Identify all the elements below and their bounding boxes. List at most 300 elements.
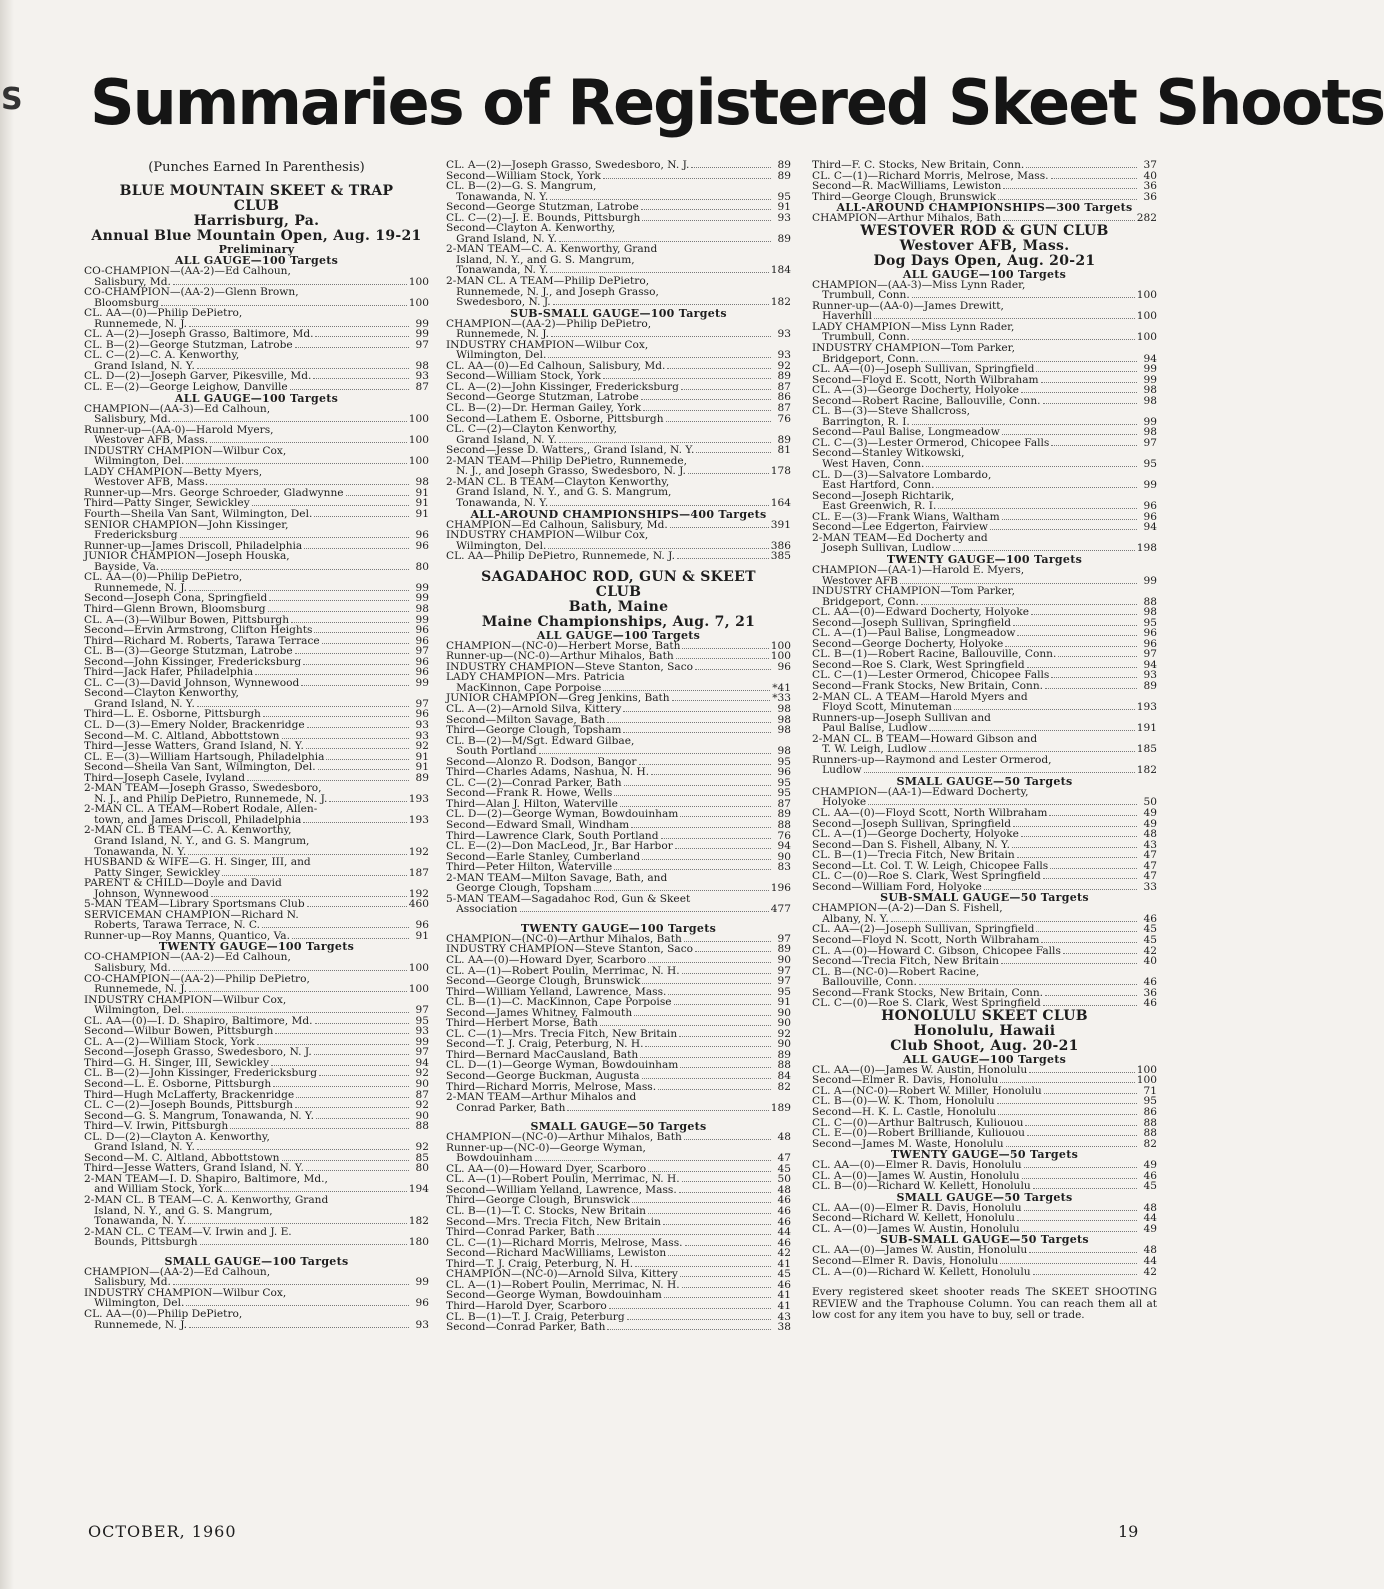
dot-leader xyxy=(303,822,406,823)
score-value: 191 xyxy=(1136,722,1157,735)
dot-leader xyxy=(688,473,769,474)
result-text: CL. D—(2)—Joseph Garver, Pikesville, Md. xyxy=(84,370,312,383)
result-text: Second—Sheila Van Sant, Wilmington, Del. xyxy=(84,761,316,774)
dot-leader xyxy=(921,361,1137,362)
dot-leader xyxy=(643,410,771,411)
score-value: 98 xyxy=(1143,426,1157,439)
score-value: 99 xyxy=(415,1035,429,1048)
dot-leader xyxy=(984,889,1137,890)
result-text: INDUSTRY CHAMPION—Wilbur Cox, xyxy=(84,1286,287,1299)
club-heading: HONOLULU SKEET CLUB xyxy=(881,1007,1088,1024)
score-value: 477 xyxy=(770,903,791,916)
result-text: CHAMPION—(AA-3)—Miss Lynn Rader, xyxy=(812,278,1026,291)
score-value: 48 xyxy=(777,1131,791,1144)
score-value: 93 xyxy=(415,718,429,731)
result-text: Second—M. C. Altland, Abbottstown xyxy=(84,1151,280,1164)
score-value: 71 xyxy=(1143,1084,1157,1097)
score-value: 46 xyxy=(1143,997,1157,1010)
result-text: Joseph Sullivan, Ludlow xyxy=(812,542,951,555)
result-line xyxy=(812,1256,1157,1267)
dot-leader xyxy=(268,611,409,612)
dot-leader xyxy=(346,495,409,496)
score-value: 36 xyxy=(1143,180,1157,193)
result-text: Second—James Whitney, Falmouth xyxy=(446,1006,633,1019)
score-value: 198 xyxy=(1136,542,1157,555)
result-text: Patty Singer, Sewickley xyxy=(84,866,221,879)
score-value: 96 xyxy=(415,666,429,679)
result-text: Second—Joseph Grasso, Swedesboro, N. J. xyxy=(84,1046,312,1059)
score-value: 40 xyxy=(1143,169,1157,182)
result-line xyxy=(84,1309,429,1320)
score-value: 96 xyxy=(777,660,791,673)
score-value: 40 xyxy=(1143,955,1157,968)
result-text: Second—H. K. L. Castle, Honolulu xyxy=(812,1106,997,1119)
score-value: 47 xyxy=(1143,849,1157,862)
score-value: 97 xyxy=(415,338,429,351)
score-value: 42 xyxy=(1143,944,1157,957)
result-line xyxy=(84,1237,429,1248)
dot-leader xyxy=(603,690,770,691)
dot-leader xyxy=(1022,1178,1137,1179)
score-value: 98 xyxy=(777,745,791,758)
dot-leader xyxy=(200,1244,407,1245)
dot-leader xyxy=(301,685,409,686)
result-text: Third—V. Irwin, Pittsburgh xyxy=(84,1120,229,1133)
score-value: 89 xyxy=(777,433,791,446)
dot-leader xyxy=(681,389,771,390)
result-text: CL. D—(2)—Clayton A. Kenworthy, xyxy=(84,1130,270,1143)
score-value: 99 xyxy=(1143,479,1157,492)
dot-leader xyxy=(682,648,768,649)
result-text: CL. AA—(0)—James W. Austin, Honolulu xyxy=(812,1063,1028,1076)
dot-leader xyxy=(1050,868,1137,869)
dot-leader xyxy=(1013,625,1137,626)
result-text: Second—Floyd N. Scott, North Wilbraham xyxy=(812,934,1040,946)
result-text: Third—Alan J. Hilton, Waterville xyxy=(446,797,618,810)
result-text: Salisbury, Md. xyxy=(84,1276,171,1289)
result-text: Second—Ervin Armstrong, Clifton Heights xyxy=(84,624,313,637)
result-text: Westover AFB xyxy=(812,574,898,587)
result-line xyxy=(446,498,791,509)
dot-leader xyxy=(1024,1167,1137,1168)
dot-leader xyxy=(684,1139,771,1140)
result-text: CL. D—(3)—Salvatore Lombardo, xyxy=(812,468,992,481)
result-text: Third—Herbert Morse, Bath xyxy=(446,1017,598,1030)
result-text: CO-CHAMPION—(AA-2)—Glenn Brown, xyxy=(84,286,299,299)
result-text: Second—George Stutzman, Latrobe xyxy=(446,391,639,404)
dot-leader xyxy=(1026,167,1137,168)
result-text: Second—George Docherty, Holyoke xyxy=(812,637,1004,650)
result-text: Salisbury, Md. xyxy=(84,413,171,426)
dot-leader xyxy=(682,1181,771,1182)
score-value: 43 xyxy=(777,1310,791,1323)
result-text: 5-MAN TEAM—Library Sportsmans Club xyxy=(84,898,305,911)
dot-leader xyxy=(247,780,409,781)
score-value: 97 xyxy=(415,1004,429,1017)
dot-leader xyxy=(912,339,1135,340)
score-value: 100 xyxy=(770,650,791,663)
result-text: 5-MAN TEAM—Sagadahoc Rod, Gun & Skeet xyxy=(446,892,691,905)
score-value: 92 xyxy=(415,1141,429,1154)
result-line xyxy=(812,755,1157,766)
result-text: Second—Stanley Witkowski, xyxy=(812,447,965,460)
event-heading: ALL GAUGE—100 Targets xyxy=(536,628,701,642)
score-value: 33 xyxy=(1143,880,1157,893)
result-line xyxy=(84,266,429,277)
event-heading: TWENTY GAUGE—100 Targets xyxy=(158,940,355,954)
dot-leader xyxy=(295,653,409,654)
result-text: CL. E—(3)—Frank Wians, Waltham xyxy=(812,510,1000,523)
result-text: 2-MAN CL. B TEAM—Howard Gibson and xyxy=(812,732,1038,745)
dot-leader xyxy=(252,505,409,506)
score-value: 92 xyxy=(415,1067,429,1080)
result-text: Second—Mrs. Trecia Fitch, New Britain xyxy=(446,1215,662,1228)
score-value: 96 xyxy=(1143,627,1157,640)
column-3 xyxy=(812,160,1157,1322)
score-value: 46 xyxy=(777,1215,791,1228)
result-text: CL. A—(NC-0)—Robert W. Miller, Honolulu xyxy=(812,1084,1042,1097)
score-value: 100 xyxy=(408,413,429,426)
result-text: Grand Island, N. Y. xyxy=(84,1141,195,1154)
score-value: 38 xyxy=(777,1321,791,1334)
dot-leader xyxy=(189,326,409,327)
result-text: SENIOR CHAMPION—John Kissinger, xyxy=(84,518,289,531)
score-value: 87 xyxy=(415,381,429,394)
result-text: 2-MAN TEAM—C. A. Kenworthy, Grand xyxy=(446,243,658,256)
result-text: Second—Robert Racine, Ballouville, Conn. xyxy=(812,394,1041,407)
result-line xyxy=(812,681,1157,692)
result-text: Second—William Yelland, Lawrence, Mass. xyxy=(446,1183,677,1196)
result-text: CL. AA—(0)—Ed Calhoun, Salisbury, Md. xyxy=(446,359,666,372)
score-value: 182 xyxy=(1136,764,1157,777)
result-text: CL. C—(2)—Joseph Bounds, Pittsburgh xyxy=(84,1099,293,1112)
dot-leader xyxy=(306,1170,409,1171)
dot-leader xyxy=(1017,635,1137,636)
result-text: Third—Hugh McLafferty, Brackenridge xyxy=(84,1088,295,1101)
result-text: Runner-up—James Driscoll, Philadelphia xyxy=(84,539,303,552)
score-value: 37 xyxy=(1143,159,1157,171)
score-value: 94 xyxy=(777,840,791,853)
score-value: 460 xyxy=(408,898,429,911)
score-value: 76 xyxy=(777,829,791,842)
score-value: 82 xyxy=(1143,1137,1157,1150)
score-value: 83 xyxy=(777,861,791,874)
result-text: Second—Earle Stanley, Cumberland xyxy=(446,850,641,863)
event-heading: SUB-SMALL GAUGE—50 Targets xyxy=(880,891,1089,905)
score-value: 95 xyxy=(777,190,791,203)
result-text: 2-MAN CL. A TEAM—Philip DePietro, xyxy=(446,275,650,288)
result-text: CL. B—(1)—T. C. Stocks, New Britain xyxy=(446,1205,646,1218)
result-text: CL. D—(1)—George Wyman, Bowdouinham xyxy=(446,1059,679,1072)
event-heading: TWENTY GAUGE—100 Targets xyxy=(886,552,1083,566)
result-text: Floyd Scott, Minuteman xyxy=(812,701,952,714)
score-value: 95 xyxy=(777,776,791,789)
result-text: CHAMPION—(AA-3)—Ed Calhoun, xyxy=(84,402,271,415)
dot-leader xyxy=(1049,815,1137,816)
result-text: Second—Frank R. Howe, Wells xyxy=(446,787,613,800)
dot-leader xyxy=(262,927,409,928)
score-value: 41 xyxy=(777,1257,791,1270)
result-text: CL. C—(3)—David Johnson, Wynnewood xyxy=(84,676,300,689)
result-line xyxy=(812,343,1157,354)
score-value: 93 xyxy=(415,1318,429,1331)
dot-leader xyxy=(173,970,407,971)
result-text: Third—William Yelland, Lawrence, Mass. xyxy=(446,985,667,998)
score-value: 99 xyxy=(415,613,429,626)
result-text: CL. C—(0)—Roe S. Clark, West Springfield xyxy=(812,997,1041,1010)
club-heading: Annual Blue Mountain Open, Aug. 19-21 xyxy=(91,228,422,244)
dot-leader xyxy=(674,1004,771,1005)
result-text: Second—Lt. Col. T. W. Leigh, Chicopee Falls xyxy=(812,859,1049,872)
dot-leader xyxy=(1024,1210,1137,1211)
score-value: 95 xyxy=(777,755,791,768)
score-value: 91 xyxy=(777,201,791,214)
score-value: 385 xyxy=(770,550,791,563)
result-text: CL. B—(1)—Robert Racine, Ballouville, Conn. xyxy=(812,648,1057,661)
result-text: Grand Island, N. Y. xyxy=(84,359,195,372)
result-text: JUNIOR CHAMPION—Joseph Houska, xyxy=(84,550,290,563)
score-value: 88 xyxy=(777,818,791,831)
result-text: Third—Richard M. Roberts, Tarawa Terrace xyxy=(84,634,320,647)
result-text: Fredericksburg xyxy=(84,529,178,542)
score-value: 97 xyxy=(415,1046,429,1059)
dot-leader xyxy=(1022,1231,1137,1232)
dot-leader xyxy=(210,484,409,485)
result-text: CL. B—(1)—T. J. Craig, Peterburg xyxy=(446,1310,625,1323)
event-heading: ALL GAUGE—100 Targets xyxy=(174,391,339,405)
score-value: 182 xyxy=(770,296,791,309)
score-value: 44 xyxy=(777,1226,791,1239)
score-value: 87 xyxy=(777,797,791,810)
result-text: SERVICEMAN CHAMPION—Richard N. xyxy=(84,908,299,921)
result-text: Second—Dan S. Fishell, Albany, N. Y. xyxy=(812,838,1011,851)
dot-leader xyxy=(550,199,771,200)
result-text: Bowdouinham xyxy=(446,1152,533,1165)
result-text: CL. C—(2)—Clayton Kenworthy, xyxy=(446,423,618,436)
result-text: CL. C—(2)—C. A. Kenworthy, xyxy=(84,349,240,362)
result-line xyxy=(446,551,791,562)
dot-leader xyxy=(1043,1005,1137,1006)
result-text: Second—William Stock, York xyxy=(446,169,601,182)
score-value: 391 xyxy=(770,518,791,531)
result-text: CL. AA—(0)—Elmer R. Davis, Honolulu xyxy=(812,1201,1022,1214)
dot-leader xyxy=(919,984,1137,985)
score-value: 99 xyxy=(415,592,429,605)
result-text: East Greenwich, R. I. xyxy=(812,500,937,513)
score-value: 91 xyxy=(415,486,429,499)
dot-leader xyxy=(1002,434,1137,435)
dot-leader xyxy=(313,378,409,379)
dot-leader xyxy=(607,1329,771,1330)
result-line xyxy=(84,1079,429,1090)
dot-leader xyxy=(1043,878,1137,879)
score-value: 93 xyxy=(777,211,791,224)
result-text: CL. C—(2)—J. E. Bounds, Pittsburgh xyxy=(446,211,641,224)
result-text: Third—T. J. Craig, Peterburg, N. H. xyxy=(446,1257,634,1270)
dot-leader xyxy=(567,1110,768,1111)
result-text: CL. B—(2)—G. S. Mangrum, xyxy=(446,180,597,193)
score-value: 89 xyxy=(777,943,791,956)
score-value: 96 xyxy=(1143,637,1157,650)
result-text: CHAMPION—(NC-0)—Arthur Mihalos, Bath xyxy=(446,932,682,945)
result-text: INDUSTRY CHAMPION—Tom Parker, xyxy=(812,585,1015,598)
score-value: 84 xyxy=(777,1070,791,1083)
dot-leader xyxy=(609,1308,771,1309)
result-line xyxy=(84,1195,429,1206)
score-value: 92 xyxy=(777,1027,791,1040)
result-line xyxy=(446,160,791,171)
event-heading: ALL GAUGE—100 Targets xyxy=(902,267,1067,281)
event-heading: SUB-SMALL GAUGE—50 Targets xyxy=(880,1233,1089,1247)
score-value: 42 xyxy=(777,1247,791,1260)
result-line xyxy=(812,565,1157,576)
result-text: CL. AA—(0)—Floyd Scott, North Wilbraham xyxy=(812,806,1048,819)
score-value: 100 xyxy=(1136,1074,1157,1087)
dot-leader xyxy=(1017,857,1137,858)
result-text: CL. A—(3)—George Docherty, Holyoke xyxy=(812,384,1019,397)
club-heading: WESTOVER ROD & GUN CLUB xyxy=(860,222,1109,239)
result-text: Third—Lawrence Clark, South Portland xyxy=(446,829,659,842)
dot-leader xyxy=(186,1305,409,1306)
result-text: CL. A—(1)—Robert Poulin, Merrimac, N. H. xyxy=(446,964,680,977)
dot-leader xyxy=(282,1160,410,1161)
result-text: Second—Elmer R. Davis, Honolulu xyxy=(812,1255,999,1268)
result-text: CL. A—(1)—Robert Poulin, Merrimac, N. H. xyxy=(446,1278,680,1291)
result-text: Bridgeport, Conn. xyxy=(812,352,919,365)
result-text: Salisbury, Md. xyxy=(84,275,171,288)
dot-leader xyxy=(648,1213,771,1214)
result-text: Second—Richard MacWilliams, Lewiston xyxy=(446,1247,667,1260)
score-value: 45 xyxy=(777,1268,791,1281)
club-heading: CLUB xyxy=(233,198,280,214)
result-text: CL. C—(1)—Mrs. Trecia Fitch, New Britain xyxy=(446,1027,678,1040)
score-value: 96 xyxy=(415,529,429,542)
result-text: and William Stock, York xyxy=(84,1183,223,1196)
result-line xyxy=(84,604,429,615)
result-text: CL. B—(2)—George Stutzman, Latrobe xyxy=(84,338,293,351)
score-value: 89 xyxy=(1143,679,1157,692)
dot-leader xyxy=(1051,445,1137,446)
result-text: Wilmington, Del. xyxy=(84,1297,185,1310)
dot-leader xyxy=(282,738,410,739)
dot-leader xyxy=(180,537,409,538)
score-value: 100 xyxy=(1136,289,1157,302)
result-text: CL. AA—(0)—Philip DePietro, xyxy=(84,307,243,320)
dot-leader xyxy=(1029,1252,1137,1253)
event-heading: TWENTY GAUGE—50 Targets xyxy=(890,1148,1079,1162)
dot-leader xyxy=(676,658,769,659)
score-value: 98 xyxy=(777,713,791,726)
score-value: 194 xyxy=(408,1183,429,1196)
event-heading: TWENTY GAUGE—100 Targets xyxy=(520,921,717,935)
dot-leader xyxy=(623,711,771,712)
dot-leader xyxy=(667,368,771,369)
result-text: Third—L. E. Osborne, Pittsburgh xyxy=(84,708,261,721)
dot-leader xyxy=(539,753,771,754)
result-text: N. J., and Philip DePietro, Runnemede, N. J. xyxy=(84,792,328,805)
dot-leader xyxy=(548,357,771,358)
result-text: Runners-up—Raymond and Lester Ormerod, xyxy=(812,753,1052,766)
score-value: 96 xyxy=(415,624,429,637)
result-line xyxy=(446,403,791,414)
result-text: Third—Jack Hafer, Philadelphia xyxy=(84,666,254,679)
result-line xyxy=(812,808,1157,819)
result-text: Albany, N. Y. xyxy=(812,912,889,925)
score-value: 89 xyxy=(777,232,791,245)
result-text: Paul Balise, Ludlow xyxy=(812,722,928,735)
dot-leader xyxy=(998,199,1137,200)
result-text: Second—Roe S. Clark, West Springfield xyxy=(812,658,1025,671)
dot-leader xyxy=(1021,392,1137,393)
score-value: 46 xyxy=(1143,912,1157,925)
result-text: town, and James Driscoll, Philadelphia xyxy=(84,813,302,826)
dot-leader xyxy=(954,709,1135,710)
page-number: 19 xyxy=(1118,1522,1139,1541)
result-text: CL. B—(0)—Richard W. Kellett, Honolulu xyxy=(812,1180,1031,1193)
score-value: 89 xyxy=(777,1048,791,1061)
result-line xyxy=(812,1267,1157,1278)
score-value: 100 xyxy=(408,275,429,288)
result-text: Westover AFB, Mass. xyxy=(84,476,209,489)
dot-leader xyxy=(1012,847,1137,848)
score-value: 100 xyxy=(408,296,429,309)
result-text: CL. A—(2)—William Stock, York xyxy=(84,1035,255,1048)
result-text: 2-MAN CL. A TEAM—Robert Rodale, Allen- xyxy=(84,803,318,816)
result-text: Second—Clayton Kenworthy, xyxy=(84,687,239,700)
score-value: 94 xyxy=(1143,352,1157,365)
dot-leader xyxy=(868,804,1137,805)
score-value: 100 xyxy=(1136,331,1157,344)
score-value: 96 xyxy=(415,655,429,668)
dot-leader xyxy=(670,527,769,528)
dot-leader xyxy=(1031,614,1137,615)
result-line xyxy=(446,704,791,715)
result-text: 2-MAN CL. B TEAM—C. A. Kenworthy, xyxy=(84,824,292,837)
dot-leader xyxy=(318,769,409,770)
dot-leader xyxy=(642,220,771,221)
dot-leader xyxy=(1041,382,1137,383)
result-text: CL. C—(1)—Lester Ormerod, Chicopee Falls xyxy=(812,669,1050,682)
score-value: 192 xyxy=(408,845,429,858)
dot-leader xyxy=(1036,371,1137,372)
result-text: Runner-up—Mrs. George Schroeder, Gladwynne xyxy=(84,486,344,499)
score-value: 93 xyxy=(415,370,429,383)
dot-leader xyxy=(303,664,409,665)
result-text: Third—Bernard MacCausland, Bath xyxy=(446,1048,639,1061)
dot-leader xyxy=(677,558,769,559)
score-value: 99 xyxy=(1143,373,1157,386)
dot-leader xyxy=(603,178,771,179)
dot-leader xyxy=(641,209,771,210)
score-value: 89 xyxy=(415,771,429,784)
result-text: N. J., and Joseph Grasso, Swedesboro, N. J. xyxy=(446,465,686,478)
result-text: Second—L. E. Osborne, Pittsburgh xyxy=(84,1078,272,1091)
result-text: CHAMPION—(AA-2)—Philip DePietro, xyxy=(446,317,652,330)
dot-leader xyxy=(661,838,771,839)
score-value: 90 xyxy=(777,1017,791,1030)
result-text: Runnemede, N. J. xyxy=(446,328,550,341)
score-value: 97 xyxy=(1143,436,1157,449)
result-text: Grand Island, N. Y., and G. S. Mangrum, xyxy=(446,486,672,499)
score-value: 98 xyxy=(415,476,429,489)
dot-leader xyxy=(322,643,409,644)
score-value: 99 xyxy=(1143,363,1157,376)
result-text: Second—Conrad Parker, Bath xyxy=(446,1321,606,1334)
score-value: 44 xyxy=(1143,1255,1157,1268)
result-text: Grand Island, N. Y. xyxy=(446,232,557,245)
result-text: Bayside, Va. xyxy=(84,560,160,573)
score-value: 96 xyxy=(1143,510,1157,523)
